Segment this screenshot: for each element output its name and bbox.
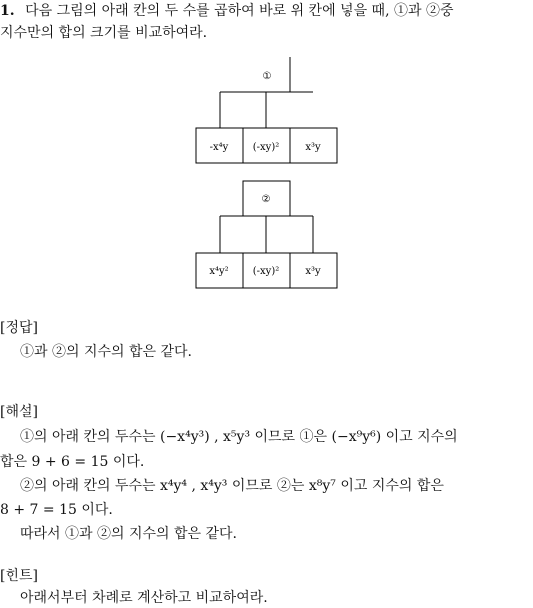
explanation-line-5: 따라서 ①과 ②의 지수의 합은 같다.: [20, 526, 237, 542]
explanation-line-2: 합은 9 + 6 = 15 이다.: [0, 454, 145, 470]
explanation-line-1: ①의 아래 칸의 두수는 (−x⁴y³) , x⁵y³ 이므로 ①은 (−x⁹y⁶) 이고 지수의: [20, 429, 458, 445]
answer-heading: [정답]: [0, 320, 38, 336]
diagram-1: [196, 57, 337, 163]
diagram-2: [196, 181, 337, 288]
diagram-1-top-label: ①: [262, 71, 272, 82]
problem-number: 1.: [0, 3, 15, 19]
explanation-heading: [해설]: [0, 404, 38, 420]
answer-text: ①과 ②의 지수의 합은 같다.: [20, 344, 192, 360]
hint-text: 아래서부터 차례로 계산하고 비교하여라.: [20, 590, 268, 606]
explanation-line-4: 8 + 7 = 15 이다.: [0, 502, 113, 518]
diagram-1-cell-1: -x⁴y: [209, 142, 229, 153]
explanation-line-3: ②의 아래 칸의 두수는 x⁴y⁴ , x⁴y³ 이므로 ②는 x⁸y⁷ 이고 지수의 합은: [20, 478, 444, 494]
diagram-1-cell-3: x³y: [305, 142, 321, 153]
diagram-2-cell-1: x⁴y²: [209, 266, 229, 277]
problem-text-1: 다음 그림의 아래 칸의 두 수를 곱하여 바로 위 칸에 넣을 때, ①과 ②중: [25, 3, 454, 19]
problem-line-1: [0, 2, 453, 20]
diagram-2-cell-2: (-xy)²: [252, 266, 280, 277]
diagram-2-cell-3: x³y: [305, 266, 321, 277]
hint-heading: [힌트]: [0, 568, 38, 584]
diagram-1-cell-2: (-xy)²: [252, 142, 280, 153]
diagram-2-top-label: ②: [261, 194, 271, 205]
problem-text-2: 지수만의 합의 크기를 비교하여라.: [0, 25, 208, 41]
